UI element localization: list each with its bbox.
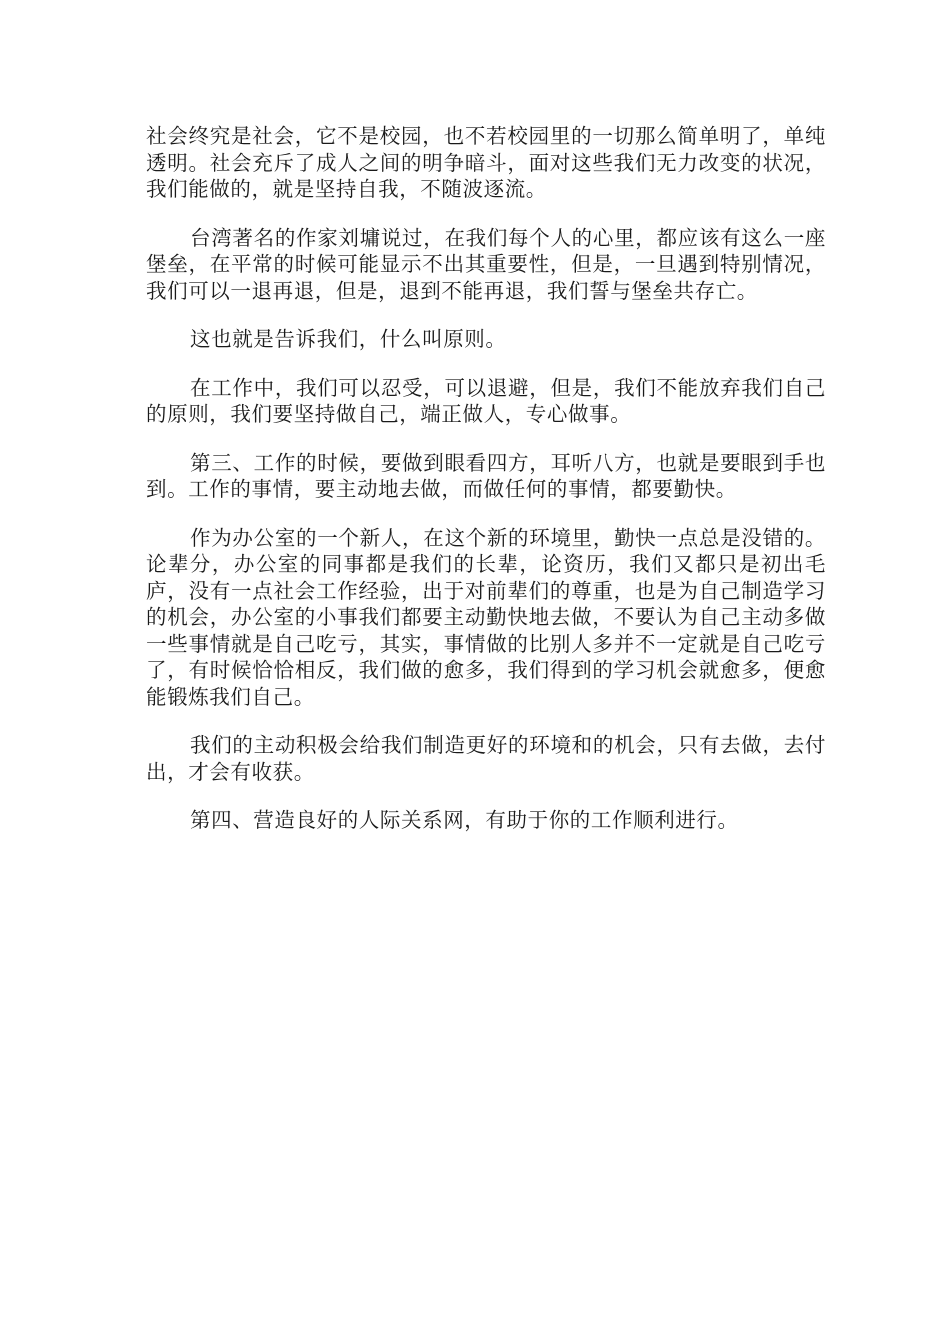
paragraph-4: 在工作中，我们可以忍受，可以退避，但是，我们不能放弃我们自己的原则，我们要坚持做自己，端正做人，专心做事。 [146,375,826,426]
paragraph-6: 作为办公室的一个新人，在这个新的环境里，勤快一点总是没错的。论辈分，办公室的同事都是我们的长辈，论资历，我们又都只是初出毛庐，没有一点社会工作经验，出于对前辈们的尊重，也是为自己制造学习的机会，办公室的小事我们都要主动勤快地去做，不要认为自己主动多做一些事情就是自己吃亏，其实，事情做的比别人多并不一定就是自己吃亏了，有时候恰恰相反，我们做的愈多，我们得到的学习机会就愈多，便愈能锻炼我们自己。 [146,525,826,709]
paragraph-2: 台湾著名的作家刘墉说过，在我们每个人的心里，都应该有这么一座堡垒，在平常的时候可能显示不出其重要性，但是，一旦遇到特别情况，我们可以一退再退，但是，退到不能再退，我们誓与堡垒共存亡。 [146,225,826,303]
paragraph-7: 我们的主动积极会给我们制造更好的环境和的机会，只有去做，去付出，才会有收获。 [146,733,826,784]
paragraph-3: 这也就是告诉我们，什么叫原则。 [190,327,507,351]
document-body [146,123,826,856]
paragraph-5: 第三、工作的时候，要做到眼看四方，耳听八方，也就是要眼到手也到。工作的事情，要主动地去做，而做任何的事情，都要勤快。 [146,450,826,501]
paragraph-8: 第四、营造良好的人际关系网，有助于你的工作顺利进行。 [190,808,739,832]
paragraph-1: 社会终究是社会，它不是校园，也不若校园里的一切那么简单明了，单纯透明。社会充斥了成人之间的明争暗斗，面对这些我们无力改变的状况，我们能做的，就是坚持自我，不随波逐流。 [146,124,826,201]
